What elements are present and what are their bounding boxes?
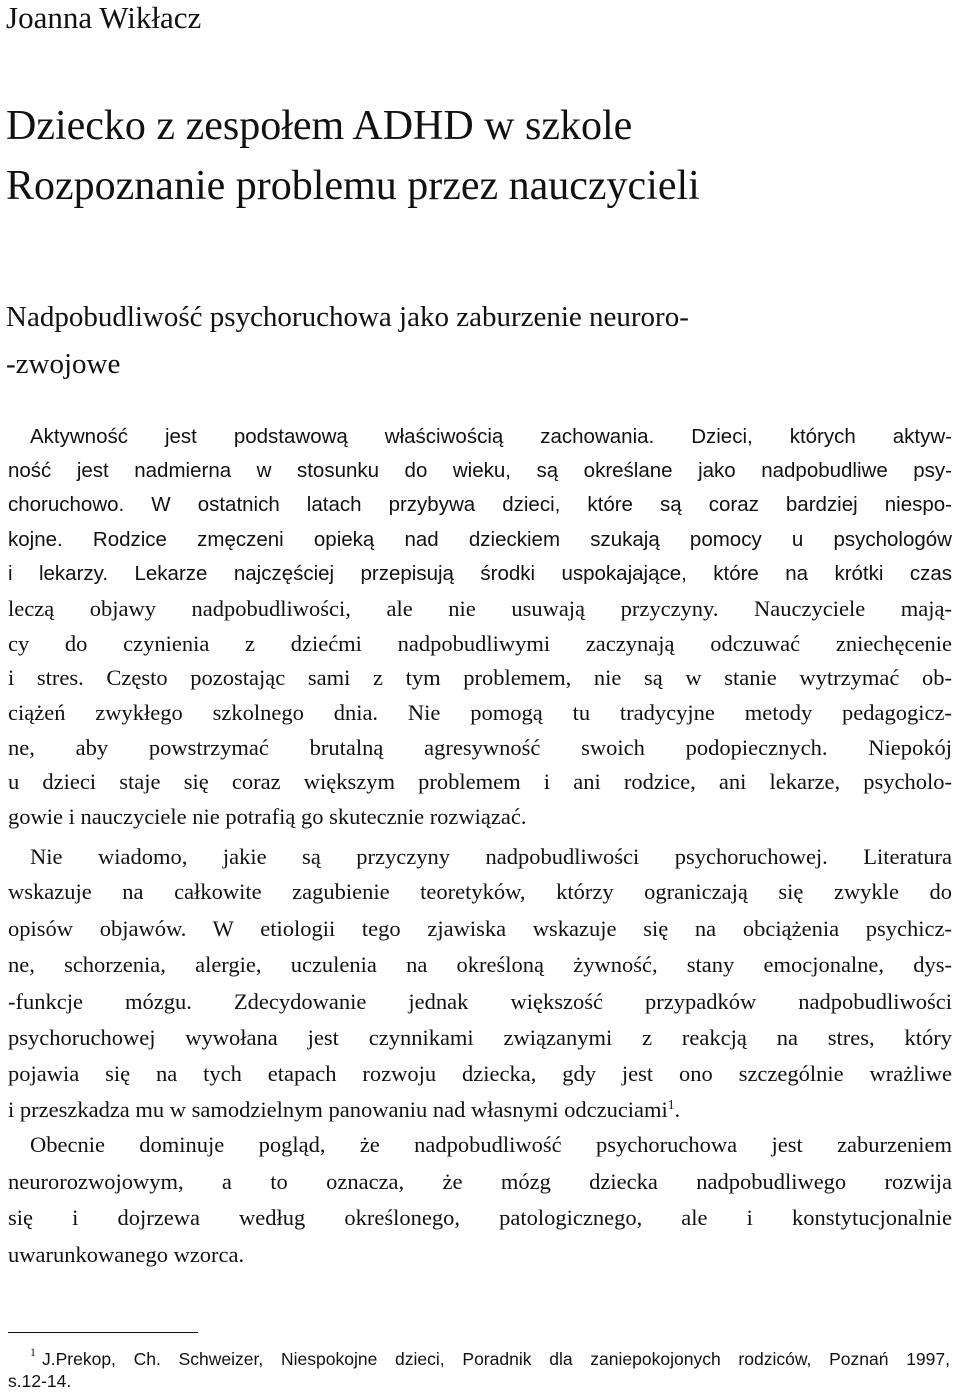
body-line: u dzieci staje się coraz większym problemem i ani rodzice, ani lekarze, psycholo-	[8, 769, 952, 794]
footnote-line-1: J.Prekop, Ch. Schweizer, Niespokojne dzieci, Poradnik dla zaniepokojonych rodziców, Poznań 1997,	[42, 1349, 950, 1369]
body-line: pojawia się na tych etapach rozwoju dziecka, gdy jest ono szczególnie wrażliwe	[8, 1061, 952, 1086]
author-name: Joanna Wikłacz	[6, 0, 202, 35]
footnote-separator	[8, 1332, 198, 1333]
body-line: choruchowo. W ostatnich latach przybywa dzieci, które są coraz bardziej niespo-	[8, 493, 952, 516]
body-line: ciążeń zwykłego szkolnego dnia. Nie pomogą tu tradycyjne metody pedagogicz-	[8, 700, 952, 725]
body-line: opisów objawów. W etiologii tego zjawiska wskazuje się na obciążenia psychicz-	[8, 916, 952, 941]
body-line-text: i przeszkadza mu w samodzielnym panowaniu nad własnymi odczuciami	[8, 1097, 668, 1122]
body-line: psychoruchowej wywołana jest czynnikami związanymi z reakcją na stres, który	[8, 1025, 952, 1050]
body-line: gowie i nauczyciele nie potrafią go skutecznie rozwiązać.	[8, 804, 527, 829]
section-heading-line-2: -zwojowe	[6, 348, 121, 380]
body-line-with-footnote-ref	[8, 1095, 952, 1125]
body-line: ne, schorzenia, alergie, uczulenia na określoną żywność, stany emocjonalne, dys-	[8, 952, 952, 977]
body-line: ne, aby powstrzymać brutalną agresywność swoich podopiecznych. Niepokój	[8, 735, 952, 760]
body-line: i lekarzy. Lekarze najczęściej przepisują środki uspokajające, które na krótki czas	[8, 562, 952, 585]
body-line: cy do czynienia z dziećmi nadpobudliwymi zaczynają odczuwać zniechęcenie	[8, 631, 952, 656]
body-line: wskazuje na całkowite zagubienie teoretyków, którzy ograniczają się zwykle do	[8, 879, 952, 904]
body-line: Obecnie dominuje pogląd, że nadpobudliwość psychoruchowa jest zaburzeniem	[30, 1132, 952, 1157]
body-line: uwarunkowanego wzorca.	[8, 1242, 245, 1267]
section-heading-line-1: Nadpobudliwość psychoruchowa jako zaburzenie neuroro-	[6, 301, 689, 333]
footnote-reference-trailer: .	[674, 1097, 681, 1122]
body-line: Nie wiadomo, jakie są przyczyny nadpobudliwości psychoruchowej. Literatura	[30, 844, 952, 869]
body-line: kojne. Rodzice zmęczeni opieką nad dzieckiem szukają pomocy u psychologów	[8, 528, 952, 551]
footnote-line-2: s.12-14.	[8, 1371, 72, 1391]
footnote-marker: 1	[30, 1345, 36, 1359]
title-line-1: Dziecko z zespołem ADHD w szkole	[6, 103, 633, 149]
body-line: ność jest nadmierna w stosunku do wieku, są określane jako nadpobudliwe psy-	[8, 459, 952, 482]
body-line: się i dojrzewa według określonego, patologicznego, ale i konstytucjonalnie	[8, 1205, 952, 1230]
footnote-reference: 1	[667, 1096, 675, 1112]
body-line: -funkcje mózgu. Zdecydowanie jednak większość przypadków nadpobudliwości	[8, 989, 952, 1014]
body-line: leczą objawy nadpobudliwości, ale nie usuwają przyczyny. Nauczyciele mają-	[8, 596, 952, 621]
body-line: i stres. Często pozostając sami z tym problemem, nie są w stanie wytrzymać ob-	[8, 665, 952, 690]
body-line: neurorozwojowym, a to oznacza, że mózg dziecka nadpobudliwego rozwija	[8, 1169, 952, 1194]
title-line-2: Rozpoznanie problemu przez nauczycieli	[6, 163, 700, 209]
body-line: Aktywność jest podstawową właściwością zachowania. Dzieci, których aktyw-	[30, 425, 952, 448]
